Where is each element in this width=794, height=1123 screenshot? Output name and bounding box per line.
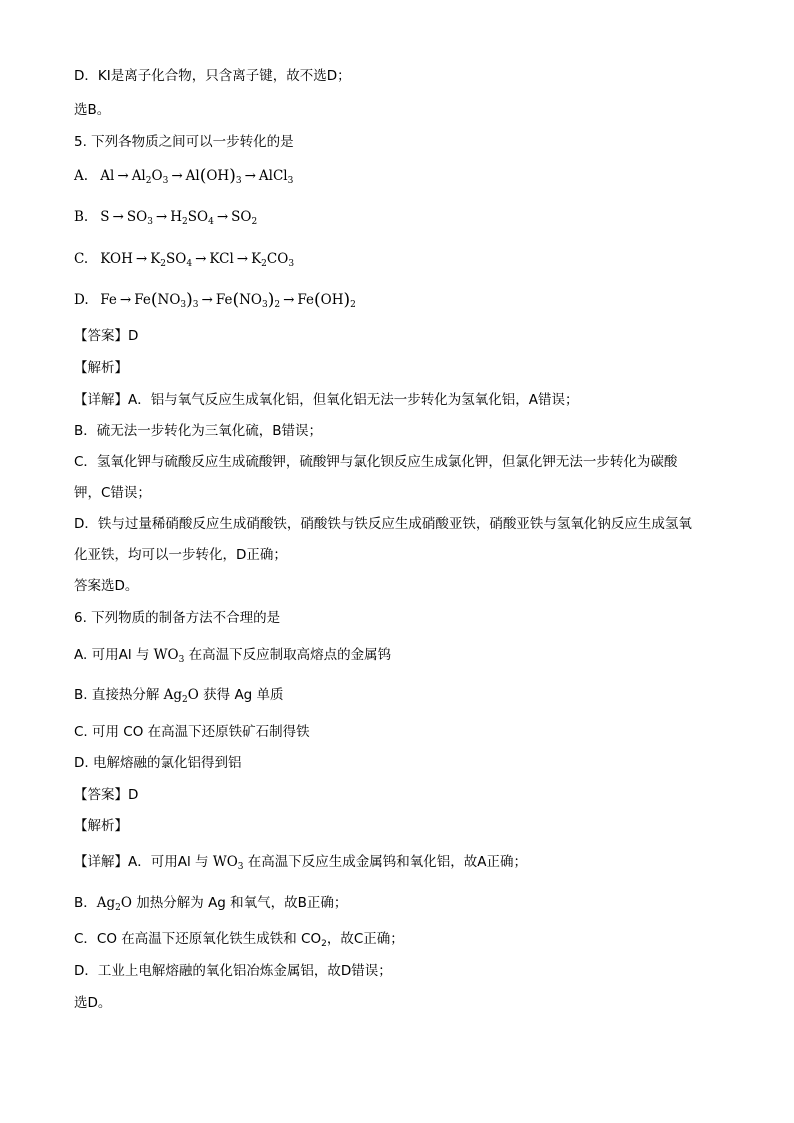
question-5-option-a: A. $Al \to Al_2O_3 \to Al(OH)_3$ → AlCl$_3$	[74, 166, 294, 186]
question-6-analysis-heading: 【解析】	[74, 818, 128, 834]
question-5-answer: 【答案】D	[74, 328, 139, 344]
question-5-detail-d-line2: 化亚铁，均可以一步转化，D正确；	[74, 547, 287, 563]
question-6-detail-a: 【详解】A．可用Al 与 $WO_3$ 在高温下反应生成金属钨和氧化铝，故A正确；	[74, 854, 528, 872]
question-5-detail-b: B．硫无法一步转化为三氧化硫，B错误；	[74, 423, 323, 439]
question-6-detail-b: B．$Ag_2O$ 加热分解为 Ag 和氧气，故B正确；	[74, 895, 348, 913]
question-5-option-c: C. KOH → $K_2SO_4$ → KCl → $K_2CO_3$	[74, 251, 295, 269]
question-6-option-d: D. 电解熔融的氯化铝得到铝	[74, 755, 242, 771]
option-label: B.	[74, 209, 89, 225]
question-5-stem: 5. 下列各物质之间可以一步转化的是	[74, 134, 294, 150]
question-6-option-b: B. 直接热分解 $Ag_2O$ 获得 Ag 单质	[74, 687, 284, 705]
question-6-detail-d: D．工业上电解熔融的氧化铝冶炼金属铝，故D错误；	[74, 963, 392, 979]
option-label: D.	[74, 292, 89, 308]
question-5-analysis-heading: 【解析】	[74, 360, 128, 376]
question-5-option-b: B. $S \to SO_3 \to H_2SO_4 \to SO_2$	[74, 209, 258, 227]
question-5-detail-c-line1: C．氢氧化钾与硫酸反应生成硫酸钾，硫酸钾与氯化钡反应生成氯化钾，但氯化钾无法一步转化为碳酸	[74, 454, 678, 470]
question-6-stem: 6. 下列物质的制备方法不合理的是	[74, 610, 281, 626]
question-5-detail-d-line1: D．铁与过量稀硝酸反应生成硝酸铁，硝酸铁与铁反应生成硝酸亚铁，硝酸亚铁与氢氧化钠反应生成氢氧	[74, 516, 692, 532]
option-label: C.	[74, 251, 89, 267]
question-6-option-a: A. 可用Al 与 $WO_3$ 在高温下反应制取高熔点的金属钨	[74, 647, 392, 665]
question-6-option-c: C. 可用 CO 在高温下还原铁矿石制得铁	[74, 724, 310, 740]
question-5-detail-c-line2: 钾，C错误；	[74, 485, 151, 501]
question-5-conclusion: 答案选D。	[74, 578, 139, 594]
question-5-detail-a: 【详解】A．铝与氧气反应生成氧化铝，但氧化铝无法一步转化为氢氧化铝，A错误；	[74, 392, 579, 408]
option-label: A.	[74, 168, 89, 184]
question-6-answer: 【答案】D	[74, 787, 139, 803]
question-6-conclusion: 选D。	[74, 995, 112, 1011]
explanation-line-d-prev: D．KI是离子化合物，只含离子键，故不选D；	[74, 68, 351, 84]
question-5-option-d: D. $Fe \to Fe(NO_3)_3 \to Fe(NO_3)_2 \to Fe(OH)_2$	[74, 290, 356, 310]
question-6-detail-c: C．CO 在高温下还原氧化铁生成铁和 $CO_2$，故C正确；	[74, 931, 404, 949]
answer-conclusion-prev: 选B。	[74, 102, 111, 118]
